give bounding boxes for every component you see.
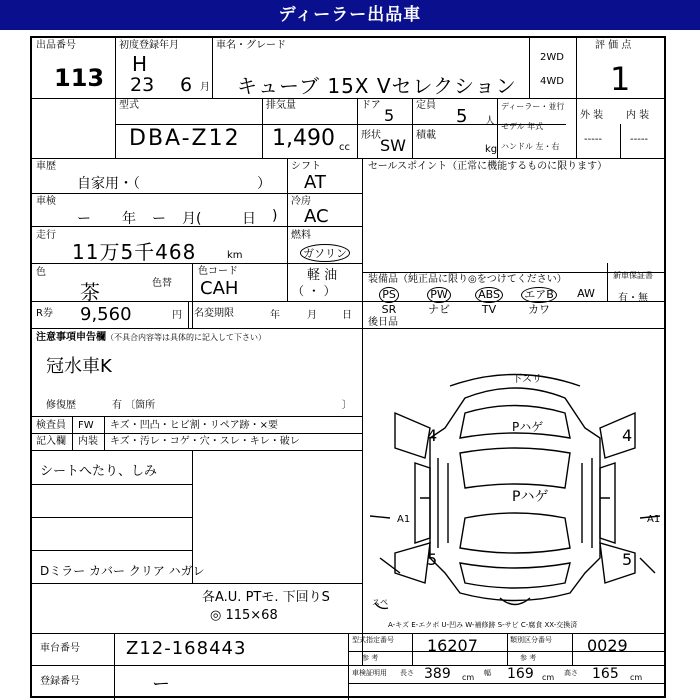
height-unit: cm (630, 673, 643, 682)
name-change-label: 名変期限 (194, 308, 234, 319)
color-code-label: 色コード (198, 266, 238, 277)
first-reg-month-unit: 月 (200, 82, 210, 93)
inspection-label: 車検 (36, 196, 56, 207)
recycle-label: R券 (36, 308, 53, 319)
inspection-month-unit: 月( (182, 211, 202, 227)
name-change-year: 年 (270, 310, 280, 321)
repair-label: 修復歴 (46, 400, 76, 411)
legend-text: A-キズ E-エクボ U-凹み W-補修跡 S-サビ C-腐食 XX-交換済 (388, 621, 578, 629)
fuel-label: 燃料 (291, 230, 311, 241)
diagram-rr-label: 5 (622, 550, 633, 569)
shape-value: SW (380, 136, 406, 155)
aircon-label: 冷房 (291, 196, 311, 207)
width-value: 169 (507, 666, 534, 682)
notes-label: 注意事項申告欄（不具合内容等は具体的に記入して下さい） (36, 332, 266, 343)
diagram-fl-label: 4 (427, 426, 438, 445)
width-label: 幅 (484, 669, 491, 677)
post-install-label: 後日品 (368, 317, 398, 328)
equip-tv: TV (481, 303, 497, 316)
warranty-label: 新車保証書 (613, 271, 653, 280)
capacity-label: 定員 (416, 100, 436, 111)
length-unit: cm (462, 673, 475, 682)
capacity-value: 5 (456, 106, 468, 127)
history-close: ） (257, 176, 271, 192)
load-label: 積載 (416, 130, 436, 141)
class-no-label: 類別区分番号 (510, 636, 552, 644)
ref-label: 参 考 (362, 654, 379, 662)
fuel-diesel: 軽 油 (307, 268, 338, 283)
class-no-value: 0029 (587, 636, 628, 655)
car-name-label: 車名・グレード (216, 40, 286, 51)
diagram-rl-label: 5 (427, 550, 438, 569)
type-no-value: 16207 (427, 636, 478, 655)
lot-number: 113 (54, 64, 105, 92)
color-label: 色 (36, 267, 46, 278)
interior-label: 内 装 (626, 110, 650, 121)
auction-sheet (30, 36, 666, 698)
equip-abs: ABS (466, 287, 512, 303)
page-header: ディーラー出品車 (0, 0, 700, 30)
color-change-label: 色替 (152, 278, 172, 289)
displacement-unit: cc (339, 142, 350, 153)
load-unit: kg (485, 144, 498, 155)
exterior-label: 外 装 (580, 110, 604, 121)
chassis-label: 車台番号 (40, 643, 80, 654)
equipment-label: 装備品（純正品に限り◎をつけてください） (368, 274, 567, 285)
interior-value: ----- (630, 134, 649, 145)
first-reg-era: H (132, 52, 148, 76)
sales-point-label: セールスポイント（正常に機能するものに限ります） (368, 161, 608, 172)
equip-navi: ナビ (428, 303, 450, 316)
mileage-unit: km (227, 250, 243, 261)
equip-aw: AW (577, 287, 595, 300)
int-items: キズ・汚レ・コゲ・穴・スレ・キレ・破レ (110, 436, 300, 447)
remark-line-3: 各A.U. PTモ. 下回りS (202, 590, 330, 605)
history-label: 車歴 (36, 161, 56, 172)
remark-line-4: ◎ 115×68 (210, 608, 278, 623)
inspection-year: ー (77, 211, 91, 227)
name-change-day: 日 (342, 310, 352, 321)
width-unit: cm (542, 673, 555, 682)
diagram-spare-label: スペ (372, 598, 388, 607)
cert-label: 車検証明用 (352, 669, 387, 677)
equip-sr: SR (381, 303, 397, 316)
inspection-close: ) (272, 208, 278, 224)
registration-label: 登録番号 (40, 676, 80, 687)
length-label: 長さ (400, 669, 414, 677)
model-label: 型式 (119, 100, 139, 111)
equip-pw: PW (416, 287, 462, 303)
diagram-top-label: 下スリ (512, 374, 542, 385)
diagram-fr-label: 4 (622, 426, 633, 445)
remark-line-2: Dミラー カバー クリア ハガレ (40, 564, 205, 578)
doors-label: ドア (361, 100, 381, 111)
aircon-value: AC (304, 206, 329, 227)
mileage-value: 11万5千468 (72, 240, 197, 264)
recycle-value: 9,560 (80, 304, 132, 325)
length-value: 389 (424, 666, 451, 682)
history-value: 自家用・（ (77, 176, 140, 192)
color-code-value: CAH (200, 278, 239, 299)
score-value: 1 (610, 60, 631, 98)
inspection-month: ー (152, 211, 166, 227)
capacity-unit: 人 (485, 116, 495, 127)
inspector-label-1: 検査員 (36, 420, 66, 431)
inspection-year-unit: 年 (122, 211, 136, 227)
fw-items: キズ・凹凸・ヒビ割・リペア跡・×要 (110, 420, 278, 431)
fw-label: FW (78, 420, 94, 431)
equip-leather: カワ (528, 303, 550, 316)
diagram-mid-label-1: Pハゲ (512, 420, 544, 434)
first-reg-month: 6 (180, 74, 193, 96)
first-reg-year: 23 (130, 74, 155, 96)
inspector-label-2: 記入欄 (36, 436, 66, 447)
inspection-day-unit: 日 (242, 211, 256, 227)
handle-side: ハンドル 左・右 (501, 142, 560, 151)
model-value: DBA-Z12 (129, 126, 241, 151)
lot-label: 出品番号 (36, 40, 76, 51)
equip-airbag: エアB (516, 287, 562, 303)
fuel-gasoline: ガソリン (300, 244, 350, 262)
dealer-import: ディーラー・並行 (501, 102, 565, 111)
notes-value: 冠水車K (46, 356, 112, 377)
registration-value: ー (152, 674, 170, 695)
height-value: 165 (592, 666, 619, 682)
remark-line-1: シートへたり、しみ (40, 464, 158, 479)
warranty-value: 有・無 (618, 293, 648, 304)
model-year: モデル 年式 (501, 122, 544, 131)
drive-4wd: 4WD (540, 76, 564, 87)
height-label: 高さ (564, 669, 578, 677)
recycle-unit: 円 (172, 310, 182, 321)
repair-value: 有 〔箇所 (112, 400, 156, 411)
exterior-value: ----- (584, 134, 603, 145)
displacement-value: 1,490 (272, 126, 335, 151)
shape-label: 形状 (361, 130, 381, 141)
diagram-mid-label-2: Pハゲ (512, 489, 549, 505)
equip-ps: PS (366, 287, 412, 303)
repair-close: 〕 (342, 400, 352, 411)
mileage-label: 走行 (36, 230, 56, 241)
car-name-value: キューブ 15X Vセレクション (237, 74, 517, 98)
ref2-label: 参 考 (520, 654, 537, 662)
shift-value: AT (304, 172, 326, 193)
fuel-paren: （ ・ ） (292, 284, 336, 298)
diagram-right-label: A1 (647, 514, 661, 525)
chassis-value: Z12-168443 (126, 638, 247, 659)
shift-label: シフト (291, 161, 321, 172)
color-value: 茶 (80, 280, 100, 304)
displacement-label: 排気量 (266, 100, 296, 111)
diagram-left-label: A1 (397, 514, 411, 525)
int-label: 内装 (78, 436, 98, 447)
name-change-month: 月 (307, 310, 317, 321)
type-no-label: 型式指定番号 (352, 636, 394, 644)
doors-value: 5 (384, 106, 395, 125)
first-reg-label: 初度登録年月 (119, 40, 179, 51)
score-label: 評 価 点 (595, 40, 632, 51)
drive-2wd: 2WD (540, 52, 564, 63)
